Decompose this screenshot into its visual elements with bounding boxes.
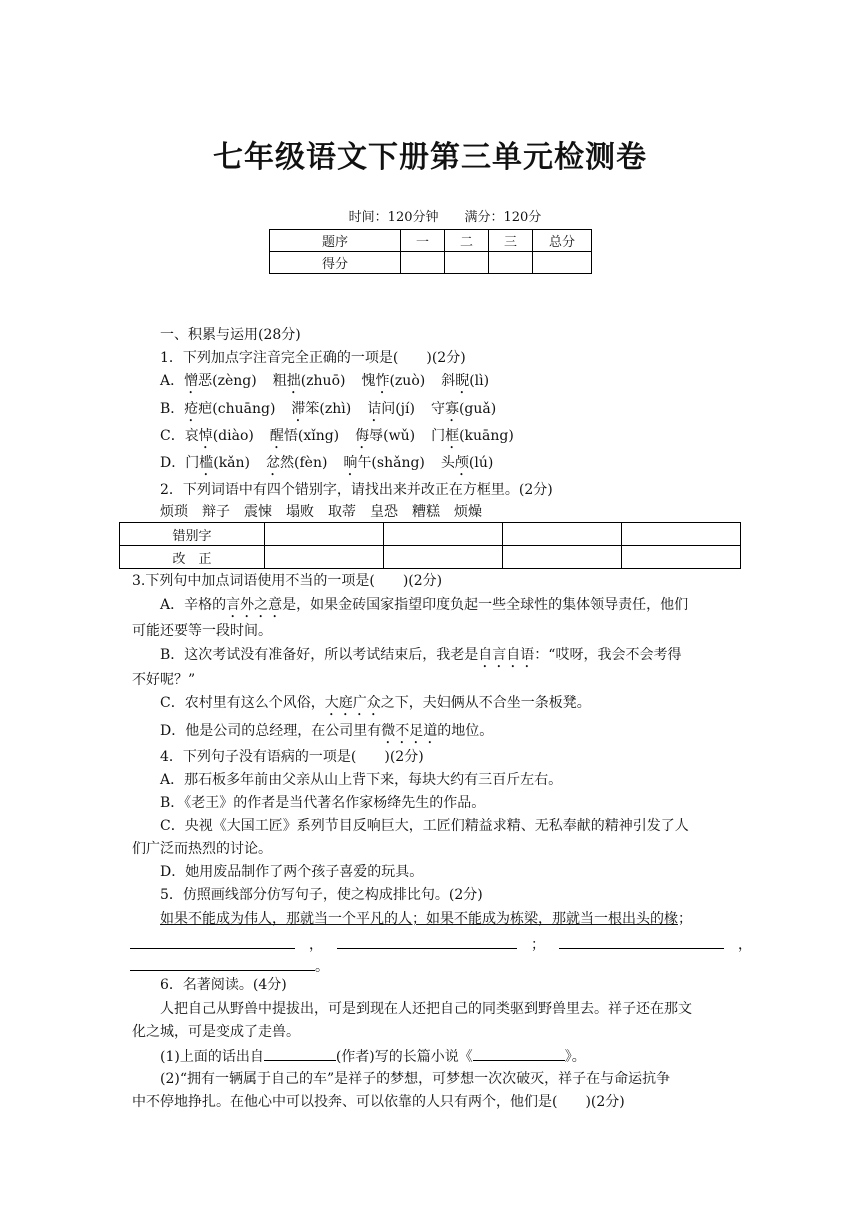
- score-row-label: 得分: [270, 252, 401, 274]
- q5-stem: 5．仿照画线部分仿写句子，使之构成排比句。(2分): [160, 887, 483, 903]
- dotted-char: 滞: [291, 401, 306, 417]
- author-blank[interactable]: [264, 1046, 336, 1061]
- q1-option-b: [160, 400, 512, 425]
- q3-option-d: D．他是公司的总经理，在公司里有微不足道的地位。: [160, 723, 494, 739]
- q6-passage-line-1: 人把自己从野兽中提拔出，可是到现在人还把自己的同类驱到野兽里去。祥子还在那文: [160, 1001, 692, 1017]
- correction-row-label: 错别字: [120, 523, 265, 546]
- q4-option-b: B．《老王》的作者是当代著名作家杨绛先生的作品。: [160, 795, 486, 811]
- q6-sub-1: (1)上面的话出自 (作者)写的长篇小说《 》。: [160, 1046, 586, 1066]
- score-cell[interactable]: [533, 252, 592, 274]
- q4-stem: 4．下列句子没有语病的一项是( )(2分): [160, 749, 424, 765]
- correction-cell[interactable]: [503, 523, 622, 546]
- q4-option-c: C．央视《大国工匠》系列节目反响巨大，工匠们精益求精、无私奉献的精神引发了人: [160, 818, 689, 834]
- score-cell[interactable]: [401, 252, 445, 274]
- q6-passage-line-2: 化之城，可是变成了走兽。: [132, 1024, 300, 1040]
- pinyin-item: 忿然(fèn): [266, 455, 328, 471]
- section-heading: 一、积累与运用(28分): [160, 327, 301, 343]
- option-label: B．: [160, 401, 185, 417]
- exam-meta: 时间：120分钟 满分：120分: [348, 210, 542, 225]
- correction-cell[interactable]: [265, 523, 384, 546]
- correction-table: [119, 522, 741, 569]
- novel-title-blank[interactable]: [473, 1046, 565, 1061]
- dotted-phrase: 言外之意: [226, 597, 283, 613]
- pinyin-item: 疮疤(chuāng): [184, 401, 276, 417]
- q3-option-c: C．农村里有这么个风俗，大庭广众之下，夫妇俩从不合坐一条板凳。: [160, 695, 591, 711]
- score-cell[interactable]: [489, 252, 533, 274]
- score-header-2: 二: [445, 230, 489, 252]
- q1-stem: 1．下列加点字注音完全正确的一项是( )(2分): [160, 350, 466, 366]
- q3-option-b: B．这次考试没有准备好，所以考试结束后，我老是自言自语：“哎呀，我会不会考得: [160, 647, 682, 663]
- answer-blank[interactable]: [559, 934, 724, 949]
- q1-option-c: [160, 427, 530, 452]
- dotted-char: 悼: [198, 428, 213, 444]
- score-header-total: 总分: [533, 230, 592, 252]
- pinyin-item: 晌午(shǎng): [343, 455, 425, 471]
- dotted-char: 睨: [455, 373, 470, 389]
- score-cell[interactable]: [445, 252, 489, 274]
- pinyin-item: 侮辱(wǔ): [355, 428, 416, 444]
- dotted-char: 诘: [367, 401, 382, 417]
- q1-option-a: [160, 372, 505, 397]
- q6-stem: 6．名著阅读。(4分): [160, 977, 287, 993]
- dotted-phrase: 微不足道: [381, 723, 438, 739]
- pinyin-item: 门槛(kǎn): [185, 455, 251, 471]
- pinyin-item: 守寡(guǎ): [430, 401, 497, 417]
- correction-cell[interactable]: [503, 546, 622, 569]
- pinyin-item: 愧怍(zuò): [361, 373, 426, 389]
- pinyin-item: 憎恶(zèng): [184, 373, 257, 389]
- dotted-char: 醒: [269, 428, 284, 444]
- option-label: A．: [160, 373, 185, 389]
- dotted-char: 框: [445, 428, 460, 444]
- dotted-char: 寡: [444, 401, 459, 417]
- pinyin-item: 门框(kuāng): [431, 428, 514, 444]
- pinyin-item: 滞笨(zhì): [291, 401, 352, 417]
- q4-option-a: A．那石板多年前由父亲从山上背下来，每块大约有三百斤左右。: [160, 772, 563, 788]
- page-title: 七年级语文下册第三单元检测卷: [213, 140, 647, 175]
- answer-blank[interactable]: [337, 934, 517, 949]
- pinyin-item: 粗拙(zhuō): [272, 373, 346, 389]
- dotted-char: 颅: [454, 455, 469, 471]
- option-label: D．: [160, 455, 186, 471]
- q2-words: 烦琐 辩子 震悚 塌败 取蒂 皇恐 糟糕 烦燥: [160, 504, 482, 520]
- pinyin-item: 哀悼(diào): [184, 428, 254, 444]
- dotted-char: 晌: [343, 455, 358, 471]
- q3-stem: 3.下列句中加点词语使用不当的一项是( )(2分): [132, 573, 443, 589]
- dotted-phrase: 大庭广众: [324, 695, 381, 711]
- pinyin-item: 斜睨(lì): [441, 373, 490, 389]
- correction-cell[interactable]: [265, 546, 384, 569]
- underlined-sentence: 如果不能成为伟人，那就当一个平凡的人；如果不能成为栋梁，那就当一根出头的椽: [160, 911, 678, 927]
- dotted-char: 拙: [286, 373, 301, 389]
- q3-option-a: A．辛格的言外之意是，如果金砖国家指望印度负起一些全球性的集体领导责任，他们: [160, 597, 689, 613]
- score-header-0: 题序: [270, 230, 401, 252]
- q3-option-b-cont: 不好呢？”: [132, 672, 196, 688]
- q5-answer-line-2: 。: [130, 956, 329, 976]
- q5-answer-line-1: ， ； ，: [130, 934, 752, 954]
- correction-cell[interactable]: [384, 523, 503, 546]
- pinyin-item: 醒悟(xǐng): [269, 428, 340, 444]
- dotted-char: 憎: [184, 373, 199, 389]
- q2-stem: 2．下列词语中有四个错别字，请找出来并改正在方框里。(2分): [160, 482, 553, 498]
- score-header-3: 三: [489, 230, 533, 252]
- dotted-char: 槛: [199, 455, 214, 471]
- option-label: C．: [160, 428, 185, 444]
- score-header-1: 一: [401, 230, 445, 252]
- q6-sub-2-cont: 中不停地挣扎。在他心中可以投奔、可以依靠的人只有两个，他们是( )(2分): [132, 1094, 625, 1110]
- correction-cell[interactable]: [622, 546, 741, 569]
- dotted-char: 忿: [266, 455, 281, 471]
- pinyin-item: 头颅(lú): [440, 455, 494, 471]
- dotted-char: 侮: [355, 428, 370, 444]
- dotted-char: 怍: [375, 373, 390, 389]
- answer-blank[interactable]: [130, 956, 315, 971]
- correction-row-label: 改 正: [120, 546, 265, 569]
- correction-cell[interactable]: [622, 523, 741, 546]
- score-table: [269, 229, 592, 274]
- dotted-char: 疮: [184, 401, 199, 417]
- q1-option-d: [160, 454, 509, 479]
- q4-option-d: D．她用废品制作了两个孩子喜爱的玩具。: [160, 864, 424, 880]
- q6-sub-2: (2)“拥有一辆属于自己的车”是祥子的梦想，可梦想一次次破灭，祥子在与命运抗争: [160, 1071, 671, 1087]
- correction-cell[interactable]: [384, 546, 503, 569]
- dotted-phrase: 自言自语: [478, 647, 535, 663]
- q3-option-a-cont: 可能还要等一段时间。: [132, 623, 272, 639]
- q5-model: 如果不能成为伟人，那就当一个平凡的人；如果不能成为栋梁，那就当一根出头的椽；: [160, 911, 692, 927]
- answer-blank[interactable]: [130, 934, 295, 949]
- q4-option-c-cont: 们广泛而热烈的讨论。: [132, 841, 272, 857]
- pinyin-item: 诘问(jí): [367, 401, 415, 417]
